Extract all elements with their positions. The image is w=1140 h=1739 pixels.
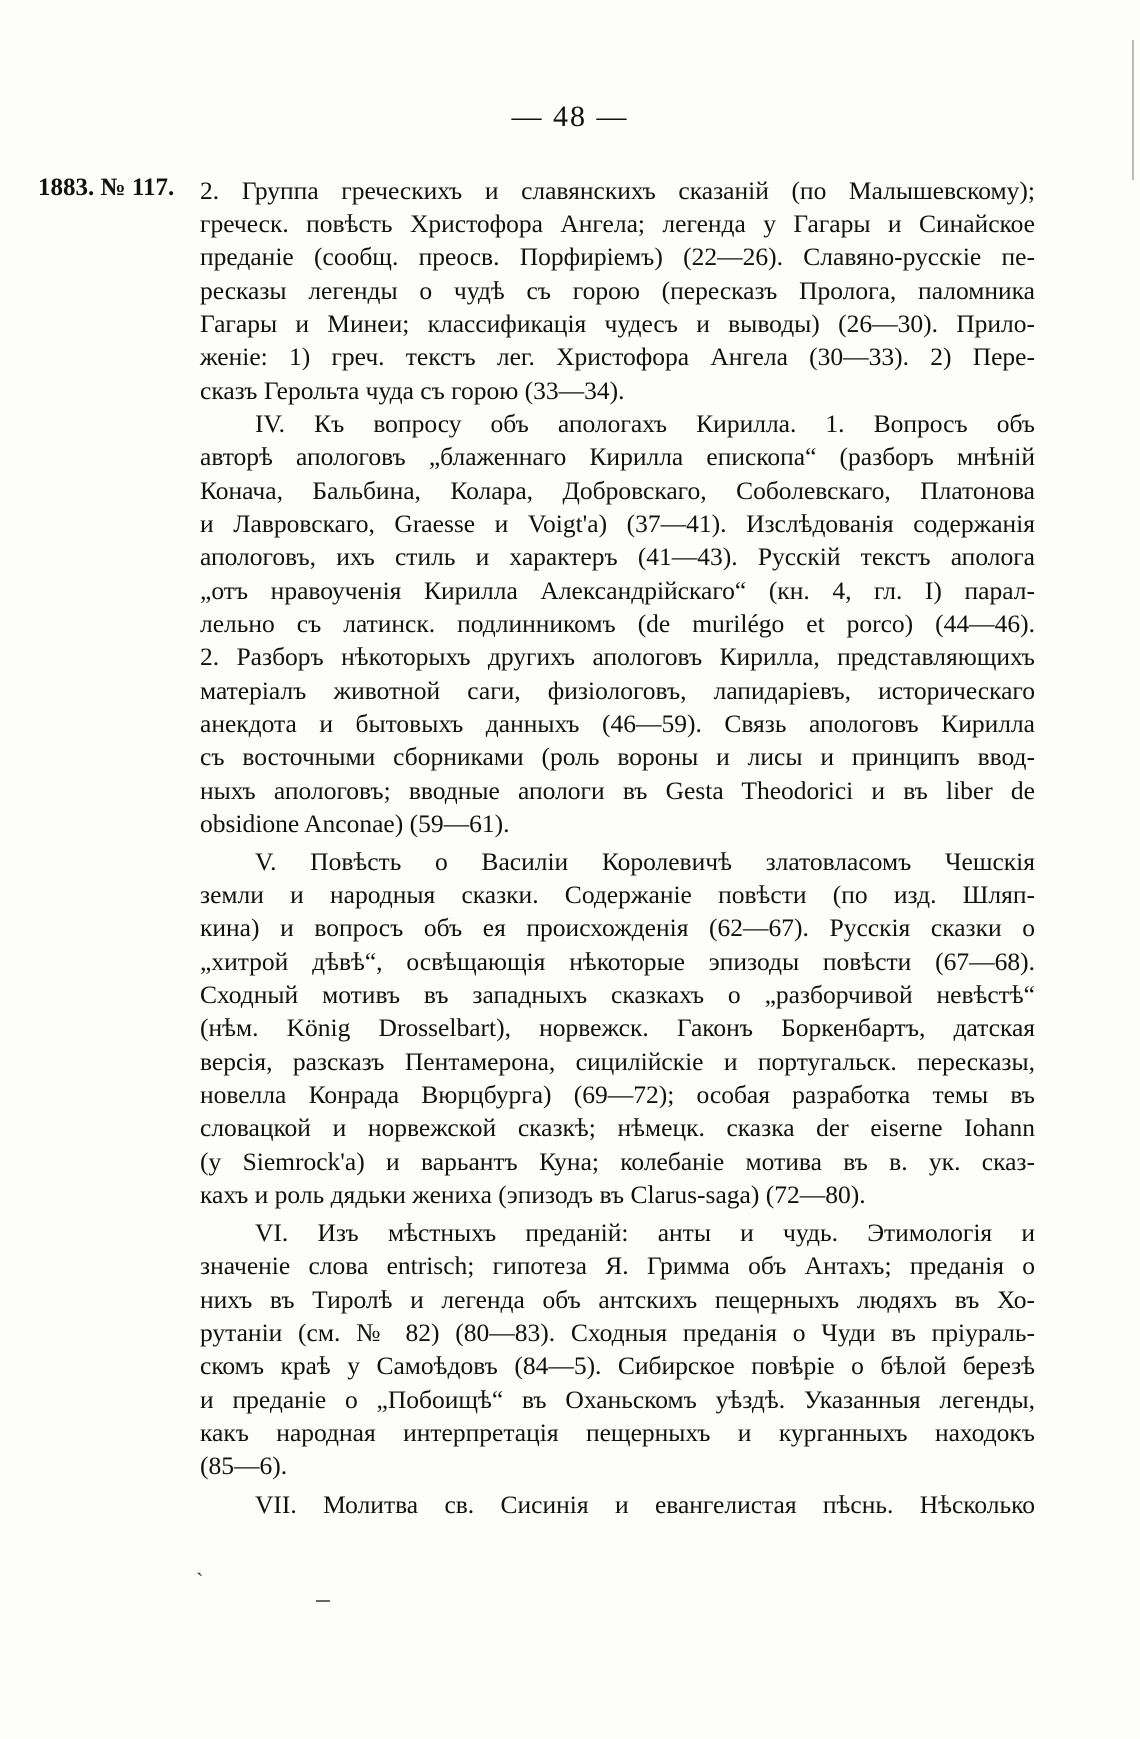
text-line: съ восточными сборниками (роль вороны и лисы и принципъ ввод- (200, 742, 1035, 771)
text-line: новелла Конрада Вюрцбурга) (69—72); особая разработка темы въ (200, 1080, 1035, 1109)
section-heading-line: VII. Молитва св. Сисинія и евангелистая пѣснь. Нѣсколько (255, 1490, 1035, 1519)
text-line: Сходный мотивъ въ западныхъ сказкахъ о „разборчивой невѣстѣ“ (200, 980, 1035, 1009)
text-line: Гагары и Минеи; классификація чудесъ и выводы) (26—30). Прило- (200, 309, 1035, 338)
text-line: „отъ нравоученія Кирилла Александрійскаго“ (кн. 4, гл. I) парал- (200, 576, 1035, 605)
text-line: скомъ краѣ у Самоѣдовъ (84—5). Сибирское повѣріе о бѣлой березѣ (200, 1351, 1035, 1380)
margin-tick: ` (196, 1568, 204, 1593)
text-line: какъ народная интерпретація пещерныхъ и курганныхъ находокъ (200, 1418, 1035, 1447)
text-line: (нѣм. König Drosselbart), норвежск. Гаконъ Боркенбартъ, датская (200, 1013, 1035, 1042)
entry-reference: 1883. № 117. (38, 174, 175, 201)
text-line: лельно съ латинск. подлинникомъ (de murilégo et porco) (44—46). (200, 609, 1035, 638)
text-line: версія, разсказъ Пентамерона, сицилійскіе и португальск. пересказы, (200, 1047, 1035, 1076)
text-line: кахъ и роль дядьки жениха (эпизодъ въ Clarus-saga) (72—80). (200, 1180, 866, 1209)
text-line: ресказы легенды о чудѣ съ горою (пересказъ Пролога, паломника (200, 276, 1035, 305)
text-line: преданіе (сообщ. преосв. Порфиріемъ) (22—26). Славяно-русскіе пе- (200, 242, 1035, 271)
page-number: — 48 — (511, 100, 629, 133)
text-line: матеріалъ животной саги, физіологовъ, лапидаріевъ, историческаго (200, 676, 1035, 705)
text-line: Конача, Бальбина, Колара, Добровскаго, Соболевскаго, Платонова (200, 476, 1035, 505)
text-line: словацкой и норвежской сказкѣ; нѣмецк. сказка der eiserne Iohann (200, 1113, 1035, 1142)
text-line: рутаніи (см. № 82) (80—83). Сходныя преданія о Чуди въ пріураль- (200, 1318, 1035, 1347)
section-heading-line: VI. Изъ мѣстныхъ преданій: анты и чудь. Этимологія и (255, 1218, 1035, 1247)
text-line: греческ. повѣсть Христофора Ангела; легенда у Гагары и Синайское (200, 209, 1035, 238)
text-line: ныхъ апологовъ; вводные апологи въ Gesta Theodorici и въ liber de (200, 776, 1035, 805)
text-line: „хитрой дѣвѣ“, освѣщающія нѣкоторые эпизоды повѣсти (67—68). (200, 947, 1035, 976)
text-line: (85—6). (200, 1451, 288, 1480)
section-heading-line: IV. Къ вопросу объ апологахъ Кирилла. 1. Вопросъ объ (255, 409, 1035, 438)
text-line: 2. Группа греческихъ и славянскихъ сказаній (по Малышевскому); (200, 176, 1035, 205)
text-line: 2. Разборъ нѣкоторыхъ другихъ апологовъ Кирилла, представляющихъ (200, 642, 1035, 671)
text-line: значеніе слова entrisch; гипотеза Я. Гримма объ Антахъ; преданія о (200, 1251, 1035, 1280)
text-line: апологовъ, ихъ стиль и характеръ (41—43). Русскій текстъ аполога (200, 542, 1035, 571)
text-line: женіе: 1) греч. текстъ лег. Христофора Ангела (30—33). 2) Пере- (200, 342, 1035, 371)
text-line: и Лавровскаго, Graesse и Voigt'а) (37—41). Изслѣдованія содержанія (200, 509, 1035, 538)
section-heading-line: V. Повѣсть о Василіи Королевичѣ златовласомъ Чешскія (255, 847, 1035, 876)
text-line: (у Siemrock'а) и варьантъ Куна; колебаніе мотива въ в. ук. сказ- (200, 1147, 1035, 1176)
text-line: кина) и вопросъ объ ея происхожденія (62—67). Русскія сказки о (200, 913, 1035, 942)
ink-mark (316, 1600, 330, 1602)
text-line: obsidione Anconae) (59—61). (200, 809, 510, 838)
text-line: земли и народныя сказки. Содержаніе повѣсти (по изд. Шляп- (200, 880, 1035, 909)
text-line: нихъ въ Тиролѣ и легенда объ антскихъ пещерныхъ людяхъ въ Хо- (200, 1285, 1035, 1314)
text-line: и преданіе о „Побоищѣ“ въ Оханьскомъ уѣздѣ. Указанныя легенды, (200, 1385, 1035, 1414)
text-line: анекдота и бытовыхъ данныхъ (46—59). Связь апологовъ Кирилла (200, 709, 1035, 738)
text-line: авторѣ апологовъ „блаженнаго Кирилла епископа“ (разборъ мнѣній (200, 442, 1035, 471)
text-line: сказъ Герольта чуда съ горою (33—34). (200, 376, 625, 405)
